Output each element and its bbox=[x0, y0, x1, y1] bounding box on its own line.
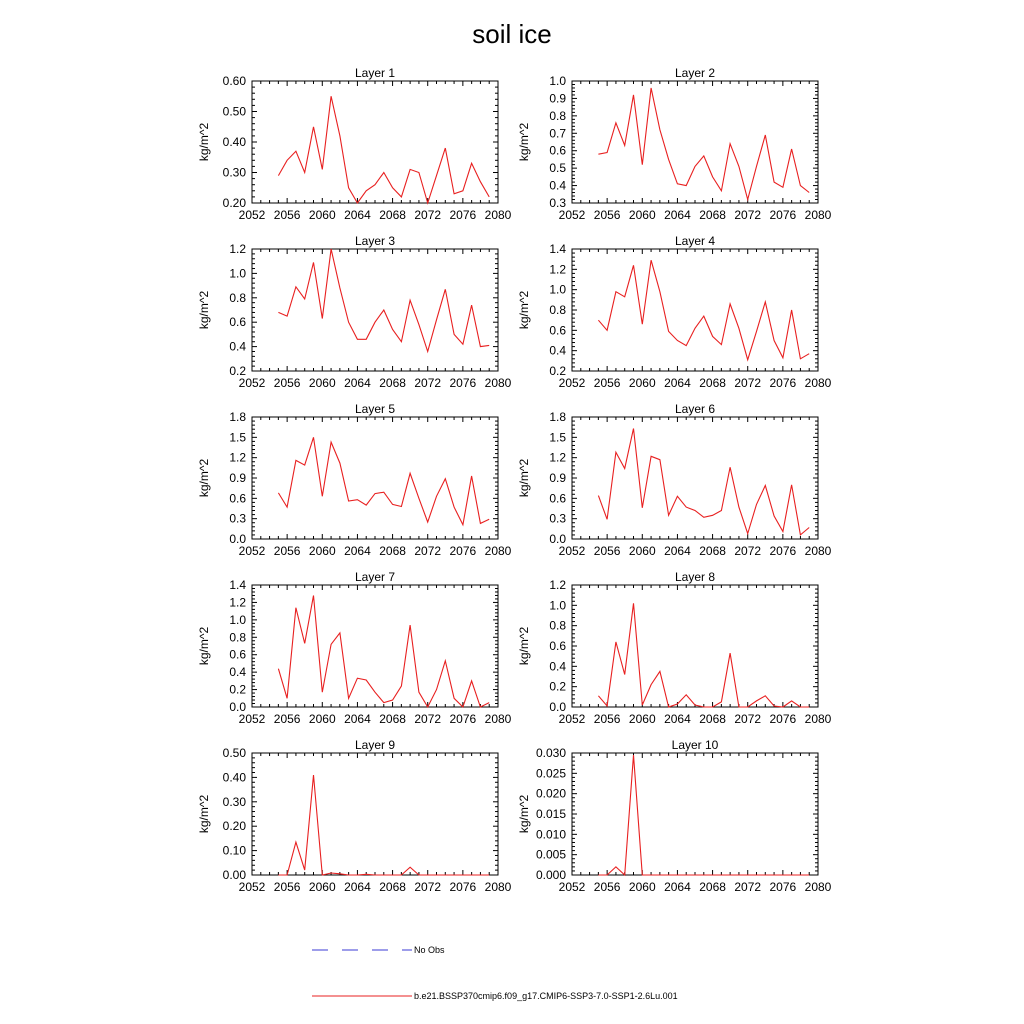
y-tick-label: 0.0 bbox=[229, 700, 246, 714]
y-tick-label: 0.20 bbox=[222, 819, 246, 834]
x-tick-label: 2068 bbox=[699, 208, 726, 222]
y-tick-label: 1.2 bbox=[229, 595, 246, 610]
x-tick-label: 2068 bbox=[379, 712, 406, 726]
legend-label-model: b.e21.BSSP370cmip6.f09_g17.CMIP6-SSP3-7.0-SSP1-2.6Lu.001 bbox=[414, 991, 678, 1001]
x-tick-label: 2060 bbox=[308, 880, 336, 894]
y-tick-label: 1.0 bbox=[549, 598, 566, 613]
x-tick-label: 2080 bbox=[484, 880, 512, 894]
y-tick-label: 0.6 bbox=[549, 639, 566, 653]
panel-title: Layer 6 bbox=[674, 402, 716, 416]
x-tick-label: 2052 bbox=[238, 712, 266, 726]
y-tick-label: 0.30 bbox=[222, 165, 246, 180]
x-tick-label: 2064 bbox=[344, 712, 371, 726]
x-tick-label: 2056 bbox=[593, 880, 621, 894]
plot-frame bbox=[572, 585, 818, 707]
panel-3 bbox=[197, 234, 512, 390]
series-line bbox=[278, 596, 489, 708]
x-tick-label: 2056 bbox=[273, 544, 301, 558]
y-axis-label: kg/m^2 bbox=[197, 122, 211, 162]
y-tick-label: 1.4 bbox=[549, 242, 566, 256]
x-tick-label: 2072 bbox=[414, 880, 442, 894]
x-tick-label: 2056 bbox=[593, 712, 621, 726]
y-tick-label: 0.3 bbox=[229, 511, 246, 526]
y-tick-label: 1.8 bbox=[229, 410, 246, 424]
x-tick-label: 2060 bbox=[628, 880, 656, 894]
panels-container bbox=[197, 66, 832, 894]
x-tick-label: 2052 bbox=[558, 544, 586, 558]
x-tick-label: 2060 bbox=[628, 376, 656, 390]
x-tick-label: 2068 bbox=[379, 544, 406, 558]
y-tick-label: 0.20 bbox=[222, 196, 246, 210]
x-tick-label: 2072 bbox=[734, 712, 762, 726]
plot-frame bbox=[572, 417, 818, 539]
x-tick-label: 2060 bbox=[308, 208, 336, 222]
x-tick-label: 2064 bbox=[344, 544, 371, 558]
x-tick-label: 2052 bbox=[238, 544, 266, 558]
x-tick-label: 2072 bbox=[734, 208, 762, 222]
panel-title: Layer 7 bbox=[354, 570, 396, 584]
x-tick-label: 2060 bbox=[628, 208, 656, 222]
y-tick-label: 1.2 bbox=[549, 578, 566, 592]
x-tick-label: 2052 bbox=[558, 376, 586, 390]
plot-frame bbox=[252, 753, 498, 875]
y-tick-label: 0.8 bbox=[549, 108, 566, 123]
y-tick-label: 0.3 bbox=[549, 196, 566, 210]
x-tick-label: 2072 bbox=[414, 712, 442, 726]
x-tick-label: 2060 bbox=[628, 712, 656, 726]
x-tick-label: 2064 bbox=[664, 544, 691, 558]
y-tick-label: 0.2 bbox=[229, 364, 246, 378]
y-tick-label: 0.4 bbox=[549, 178, 566, 193]
y-tick-label: 0.6 bbox=[229, 491, 246, 506]
x-tick-label: 2064 bbox=[344, 376, 371, 390]
panel-4 bbox=[517, 234, 832, 390]
x-tick-label: 2060 bbox=[308, 376, 336, 390]
x-tick-label: 2056 bbox=[273, 376, 301, 390]
x-tick-label: 2076 bbox=[449, 376, 477, 390]
x-tick-label: 2076 bbox=[769, 712, 797, 726]
x-tick-label: 2064 bbox=[664, 376, 691, 390]
y-tick-label: 0.4 bbox=[549, 659, 566, 674]
y-tick-label: 0.30 bbox=[222, 794, 246, 809]
y-axis-label: kg/m^2 bbox=[197, 626, 211, 666]
x-tick-label: 2056 bbox=[593, 208, 621, 222]
y-axis-label: kg/m^2 bbox=[517, 122, 531, 162]
y-axis-label: kg/m^2 bbox=[197, 458, 211, 498]
y-tick-label: 0.4 bbox=[549, 343, 566, 358]
y-tick-label: 0.6 bbox=[549, 143, 566, 158]
y-tick-label: 1.0 bbox=[229, 266, 246, 281]
y-tick-label: 1.4 bbox=[229, 578, 246, 592]
y-tick-label: 0.030 bbox=[535, 746, 566, 760]
x-tick-label: 2072 bbox=[734, 544, 762, 558]
x-tick-label: 2068 bbox=[699, 712, 726, 726]
series-line bbox=[598, 755, 809, 875]
series-line bbox=[278, 775, 489, 875]
x-tick-label: 2080 bbox=[804, 712, 832, 726]
x-tick-label: 2052 bbox=[558, 880, 586, 894]
panel-title: Layer 4 bbox=[674, 234, 716, 248]
panel-7 bbox=[197, 570, 512, 726]
y-tick-label: 1.0 bbox=[549, 282, 566, 297]
x-tick-label: 2064 bbox=[664, 880, 691, 894]
x-tick-label: 2080 bbox=[804, 208, 832, 222]
y-tick-label: 0.50 bbox=[222, 104, 246, 119]
figure-title: soil ice bbox=[472, 19, 552, 49]
y-tick-label: 0.020 bbox=[535, 786, 566, 801]
panel-title: Layer 8 bbox=[674, 570, 716, 584]
x-tick-label: 2064 bbox=[344, 880, 371, 894]
y-tick-label: 0.6 bbox=[229, 315, 246, 330]
x-tick-label: 2076 bbox=[769, 208, 797, 222]
x-tick-label: 2052 bbox=[238, 880, 266, 894]
series-line bbox=[598, 429, 809, 535]
legend bbox=[312, 945, 678, 1001]
y-tick-label: 0.5 bbox=[549, 161, 566, 176]
y-tick-label: 0.8 bbox=[229, 630, 246, 645]
y-tick-label: 0.60 bbox=[222, 74, 246, 88]
y-axis-label: kg/m^2 bbox=[517, 290, 531, 330]
x-tick-label: 2064 bbox=[664, 208, 691, 222]
y-tick-label: 0.2 bbox=[549, 679, 566, 694]
panel-10 bbox=[517, 738, 832, 894]
y-tick-label: 0.015 bbox=[535, 807, 566, 821]
y-tick-label: 0.8 bbox=[549, 303, 566, 317]
y-tick-label: 1.8 bbox=[549, 410, 566, 424]
y-axis-label: kg/m^2 bbox=[517, 458, 531, 498]
y-tick-label: 0.6 bbox=[549, 323, 566, 338]
panel-8 bbox=[517, 570, 832, 726]
plot-frame bbox=[572, 249, 818, 371]
y-tick-label: 0.8 bbox=[229, 290, 246, 305]
panel-1 bbox=[197, 66, 512, 222]
x-tick-label: 2056 bbox=[273, 880, 301, 894]
y-tick-label: 1.5 bbox=[229, 430, 246, 445]
x-tick-label: 2056 bbox=[273, 712, 301, 726]
y-tick-label: 0.6 bbox=[229, 647, 246, 662]
x-tick-label: 2076 bbox=[449, 712, 477, 726]
panel-title: Layer 5 bbox=[354, 402, 396, 416]
x-tick-label: 2072 bbox=[734, 880, 762, 894]
panel-title: Layer 3 bbox=[354, 234, 396, 248]
x-tick-label: 2068 bbox=[699, 376, 726, 390]
y-tick-label: 0.0 bbox=[229, 532, 246, 546]
panel-title: Layer 1 bbox=[354, 66, 396, 80]
y-tick-label: 1.2 bbox=[229, 242, 246, 256]
y-tick-label: 0.4 bbox=[229, 339, 246, 354]
panel-5 bbox=[197, 402, 512, 558]
x-tick-label: 2080 bbox=[484, 376, 512, 390]
x-tick-label: 2076 bbox=[449, 208, 477, 222]
panel-title: Layer 2 bbox=[674, 66, 716, 80]
y-tick-label: 0.50 bbox=[222, 746, 246, 760]
x-tick-label: 2076 bbox=[449, 880, 477, 894]
y-tick-label: 1.2 bbox=[229, 450, 246, 465]
y-tick-label: 0.40 bbox=[222, 135, 246, 149]
y-tick-label: 0.4 bbox=[229, 665, 246, 680]
x-tick-label: 2076 bbox=[769, 376, 797, 390]
x-tick-label: 2060 bbox=[308, 544, 336, 558]
series-line bbox=[278, 96, 489, 203]
y-tick-label: 0.005 bbox=[535, 847, 566, 862]
y-tick-label: 0.00 bbox=[222, 868, 246, 882]
x-tick-label: 2080 bbox=[804, 544, 832, 558]
y-tick-label: 0.010 bbox=[535, 827, 566, 842]
y-tick-label: 1.2 bbox=[549, 262, 566, 277]
x-tick-label: 2060 bbox=[308, 712, 336, 726]
y-axis-label: kg/m^2 bbox=[517, 626, 531, 666]
y-tick-label: 0.0 bbox=[549, 700, 566, 714]
x-tick-label: 2076 bbox=[769, 880, 797, 894]
y-axis-label: kg/m^2 bbox=[517, 794, 531, 834]
x-tick-label: 2056 bbox=[273, 208, 301, 222]
x-tick-label: 2068 bbox=[379, 208, 406, 222]
x-tick-label: 2056 bbox=[593, 376, 621, 390]
y-tick-label: 1.5 bbox=[549, 430, 566, 445]
y-tick-label: 1.0 bbox=[229, 612, 246, 627]
panel-2 bbox=[517, 66, 832, 222]
x-tick-label: 2072 bbox=[734, 376, 762, 390]
x-tick-label: 2072 bbox=[414, 376, 442, 390]
y-tick-label: 0.9 bbox=[549, 91, 566, 106]
y-tick-label: 0.3 bbox=[549, 511, 566, 526]
x-tick-label: 2080 bbox=[804, 376, 832, 390]
y-tick-label: 0.0 bbox=[549, 532, 566, 546]
x-tick-label: 2068 bbox=[379, 880, 406, 894]
y-tick-label: 0.025 bbox=[535, 766, 566, 781]
plot-frame bbox=[572, 753, 818, 875]
x-tick-label: 2080 bbox=[484, 712, 512, 726]
panel-9 bbox=[197, 738, 512, 894]
x-tick-label: 2068 bbox=[699, 880, 726, 894]
y-tick-label: 0.40 bbox=[222, 770, 246, 785]
x-tick-label: 2076 bbox=[449, 544, 477, 558]
panel-title: Layer 10 bbox=[671, 738, 719, 752]
y-tick-label: 0.000 bbox=[535, 868, 566, 882]
panel-6 bbox=[517, 402, 832, 558]
series-line bbox=[598, 603, 809, 707]
x-tick-label: 2056 bbox=[593, 544, 621, 558]
y-tick-label: 0.8 bbox=[549, 618, 566, 633]
x-tick-label: 2052 bbox=[558, 712, 586, 726]
x-tick-label: 2068 bbox=[379, 376, 406, 390]
series-line bbox=[278, 249, 489, 352]
x-tick-label: 2072 bbox=[414, 544, 442, 558]
x-tick-label: 2052 bbox=[238, 208, 266, 222]
legend-label-no-obs: No Obs bbox=[414, 945, 445, 955]
y-tick-label: 0.9 bbox=[229, 471, 246, 485]
x-tick-label: 2080 bbox=[484, 208, 512, 222]
x-tick-label: 2052 bbox=[558, 208, 586, 222]
x-tick-label: 2076 bbox=[769, 544, 797, 558]
y-tick-label: 0.7 bbox=[549, 126, 566, 141]
x-tick-label: 2080 bbox=[804, 880, 832, 894]
x-tick-label: 2064 bbox=[664, 712, 691, 726]
y-tick-label: 0.2 bbox=[229, 682, 246, 697]
series-line bbox=[598, 260, 809, 360]
plot-frame bbox=[252, 585, 498, 707]
x-tick-label: 2080 bbox=[484, 544, 512, 558]
y-axis-label: kg/m^2 bbox=[197, 794, 211, 834]
y-tick-label: 1.0 bbox=[549, 74, 566, 88]
x-tick-label: 2060 bbox=[628, 544, 656, 558]
y-tick-label: 0.2 bbox=[549, 364, 566, 378]
series-line bbox=[278, 437, 489, 525]
series-line bbox=[598, 88, 809, 200]
y-axis-label: kg/m^2 bbox=[197, 290, 211, 330]
y-tick-label: 1.2 bbox=[549, 450, 566, 465]
panel-title: Layer 9 bbox=[354, 738, 396, 752]
y-tick-label: 0.6 bbox=[549, 491, 566, 506]
y-tick-label: 0.10 bbox=[222, 843, 246, 858]
y-tick-label: 0.9 bbox=[549, 471, 566, 485]
plot-frame bbox=[572, 81, 818, 203]
x-tick-label: 2064 bbox=[344, 208, 371, 222]
x-tick-label: 2072 bbox=[414, 208, 442, 222]
x-tick-label: 2068 bbox=[699, 544, 726, 558]
x-tick-label: 2052 bbox=[238, 376, 266, 390]
